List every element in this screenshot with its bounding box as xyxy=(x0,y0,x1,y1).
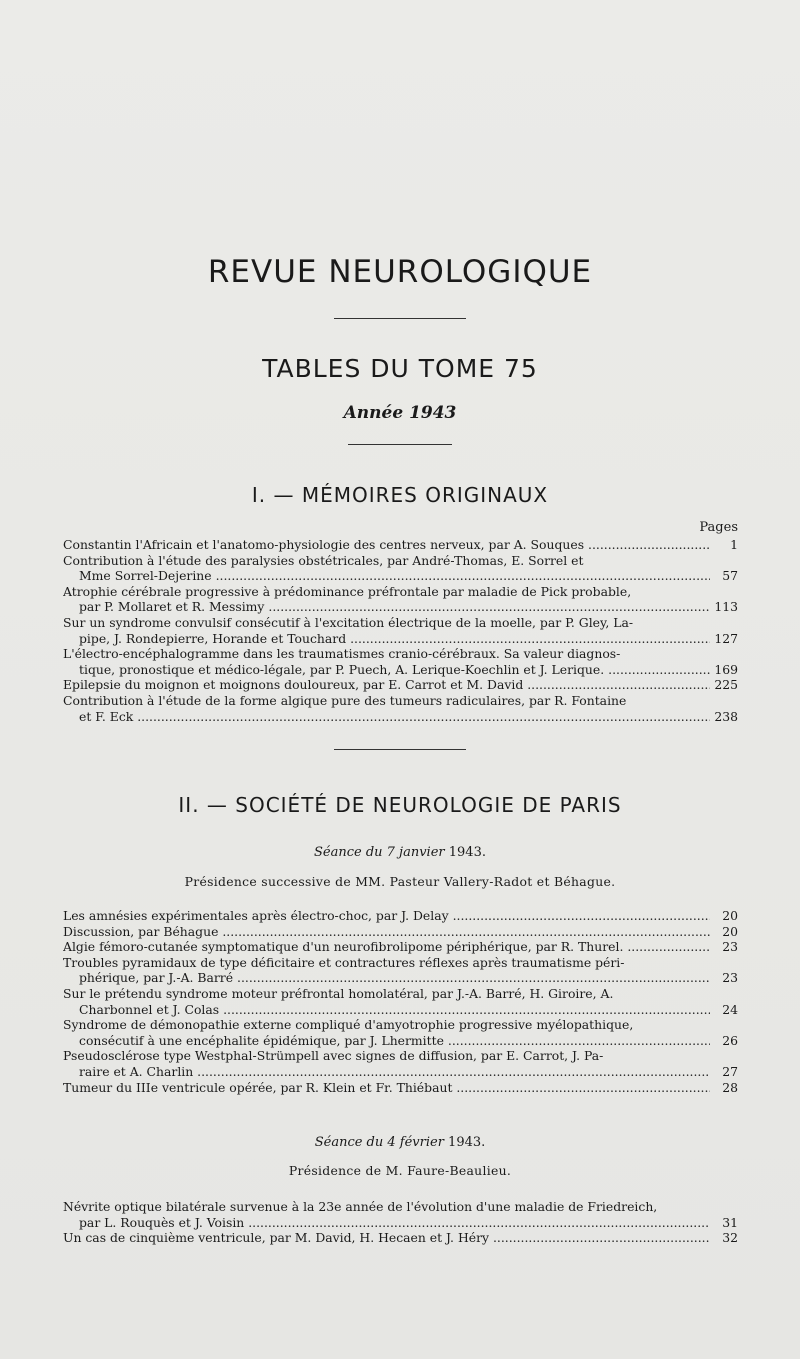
year: Année 1943 xyxy=(343,403,457,423)
presidency: Présidence de M. Faure-Beaulieu. xyxy=(288,1163,512,1178)
seance-date: Séance du 4 février 1943. xyxy=(314,1135,486,1150)
list-item: Syndrome de démonopathie externe compliqué d'amyotrophie progressive myélopathique, xyxy=(63,1017,634,1033)
list-item: Troubles pyramidaux de type déficitaire et contractures réflexes après traumatisme péri- xyxy=(63,954,625,970)
seance-date: Séance du 7 janvier 1943. xyxy=(314,845,486,860)
list-item: L'électro-encéphalogramme dans les traumatismes cranio-cérébraux. Sa valeur diagnos- xyxy=(63,646,621,662)
list-item: Algie fémoro-cutanée symptomatique d'un neurofibrolipome périphérique, par R. Thurel. ..... 23 xyxy=(63,939,738,955)
list-item: Un cas de cinquième ventricule, par M. David, H. Hecaen et J. Héry ..... 32 xyxy=(63,1230,738,1246)
list-item: Les amnésies expérimentales après électro-choc, par J. Delay ..... 20 xyxy=(63,908,738,924)
list-item: Sur le prétendu syndrome moteur préfrontal homolatéral, par J.-A. Barré, H. Giroire, A. xyxy=(63,985,614,1001)
divider xyxy=(334,318,466,319)
session-2-entries: Névrite optique bilatérale survenue à la 23e année de l'évolution d'une maladie de Friedreich, par L. Rouquès et J. Voisin ..... 31 Un cas de cinquième ventricule, par M. David, H. Hecaen et J. Héry ..... 32 xyxy=(63,1199,738,1246)
list-item: Atrophie cérébrale progressive à prédominance préfrontale par maladie de Pick probable, xyxy=(63,583,632,599)
section-title-1: I. — MÉMOIRES ORIGINAUX xyxy=(251,483,549,507)
list-item: Epilepsie du moignon et moignons douloureux, par E. Carrot et M. David ..... 225 xyxy=(63,677,738,693)
section-1-entries: Constantin l'Africain et l'anatomo-physiologie des centres nerveux, par A. Souques ..... 1 Contribution à l'étude des paralysies obstétricales, par André-Thomas, E. Sorrel et Mme Sorrel-Dejerine ..... 57 Atrophie cérébrale progressive à prédominance préfrontale par maladie de Pick probable, par P. Mollaret et R. Messimy ..... 113 Sur un syndrome convulsif consécutif à l'excitation électrique de la moelle, par P. Gley, La- pipe, J. Rondepierre, Horande et Touchard ..... 127 L'électro-encéphalogramme dans les traumatismes cranio-cérébraux. Sa valeur diagnos- tique, pronostique et médico-légale, par P. Puech, A. Lerique-Koechlin et J. Lerique. ..... 169 Epilepsie du moignon et moignons douloureux, par E. Carrot et M. David ..... 225 Contribution à l'étude de la forme algique pure des tumeurs radiculaires, par R. Fontaine et F. Eck ..... 238 xyxy=(63,537,738,724)
list-item: Pseudosclérose type Westphal-Strümpell avec signes de diffusion, par E. Carrot, J. Pa- xyxy=(63,1048,604,1064)
session-1-entries: Les amnésies expérimentales après électro-choc, par J. Delay ..... 20 Discussion, par Béhague ..... 20 Algie fémoro-cutanée symptomatique d'un neurofibrolipome périphérique, par R. Thurel. ..... 23 Troubles pyramidaux de type déficitaire et contractures réflexes après traumatisme péri- phérique, par J.-A. Barré ..... 23 Sur le prétendu syndrome moteur préfrontal homolatéral, par J.-A. Barré, H. Giroire, A. Charbonnel et J. Colas ..... 24 Syndrome de démonopathie externe compliqué d'amyotrophie progressive myélopathique, consécutif à une encéphalite épidémique, par J. Lhermitte ..... 26 Pseudosclérose type Westphal-Strümpell avec signes de diffusion, par E. Carrot, J. Pa- raire et A. Charlin ..... 27 Tumeur du IIIe ventricule opérée, par R. Klein et Fr. Thiébaut ..... 28 xyxy=(63,908,738,1095)
list-item: Contribution à l'étude des paralysies obstétricales, par André-Thomas, E. Sorrel et xyxy=(63,552,584,568)
tables-title: TABLES DU TOME 75 xyxy=(262,354,538,383)
divider xyxy=(334,749,466,750)
list-item: Constantin l'Africain et l'anatomo-physiologie des centres nerveux, par A. Souques ..... 1 xyxy=(63,537,738,553)
divider xyxy=(348,444,452,445)
pages-header: Pages xyxy=(699,520,738,535)
list-item: Contribution à l'étude de la forme algique pure des tumeurs radiculaires, par R. Fontaine xyxy=(63,692,627,708)
list-item: Névrite optique bilatérale survenue à la 23e année de l'évolution d'une maladie de Friedreich, xyxy=(63,1199,658,1214)
list-item: Discussion, par Béhague ..... 20 xyxy=(63,924,738,940)
presidency: Présidence successive de MM. Pasteur Vallery-Radot et Béhague. xyxy=(184,874,616,889)
section-title-2: II. — SOCIÉTÉ DE NEUROLOGIE DE PARIS xyxy=(178,793,622,817)
list-item: Sur un syndrome convulsif consécutif à l'excitation électrique de la moelle, par P. Gley, La- xyxy=(63,614,634,630)
journal-title: REVUE NEUROLOGIQUE xyxy=(207,254,593,290)
list-item: Tumeur du IIIe ventricule opérée, par R. Klein et Fr. Thiébaut ..... 28 xyxy=(63,1080,738,1096)
